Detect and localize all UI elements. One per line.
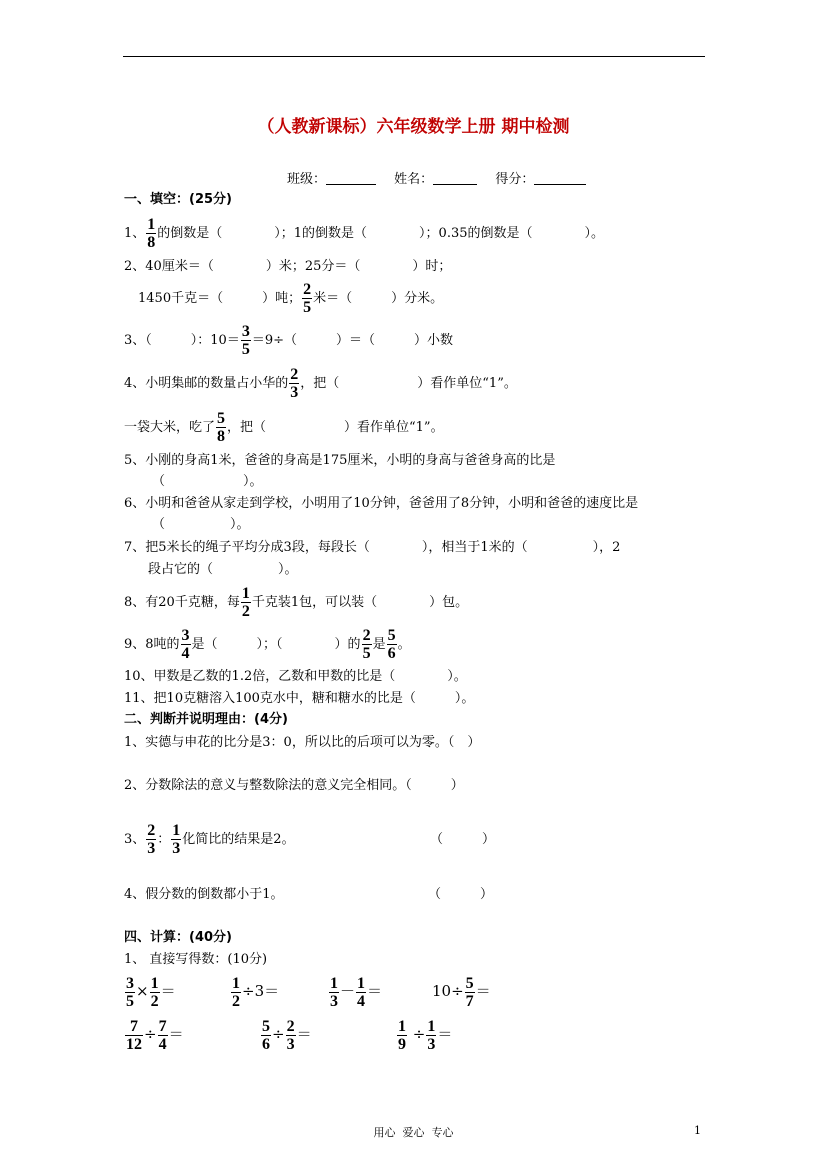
q-text: ＝9÷（ ）＝（ ）小数 (251, 333, 453, 348)
student-info-row (287, 170, 586, 189)
fraction (329, 975, 339, 1010)
numerator: 5 (465, 975, 474, 992)
numerator: 2 (362, 627, 371, 644)
numerator: 5 (262, 1018, 270, 1035)
denominator: 2 (241, 603, 250, 620)
question-1-4a (124, 366, 517, 401)
question-2-3 (124, 822, 295, 857)
question-1-5a: 5、小刚的身高1米，爸爸的身高是175厘米，小明的身高与爸爸身高的比是 (124, 453, 556, 468)
numerator: 2 (147, 822, 156, 839)
fraction (465, 975, 475, 1010)
question-1-11: 11、把10克糖溶入100克水中，糖和糖水的比是（ ）。 (124, 691, 475, 706)
q-text: 是 (372, 637, 386, 652)
q-text: 8、有20千克糖，每 (124, 595, 240, 610)
section-calc-heading: 四、计算：(40分) (124, 930, 232, 945)
denominator: 8 (217, 428, 226, 445)
header-rule (123, 56, 705, 57)
question-1-8 (124, 585, 468, 620)
score-blank (534, 170, 586, 185)
numerator: 1 (427, 1018, 436, 1035)
q-text: ，把（ ）看作单位“1”。 (300, 376, 517, 391)
question-1-7a: 7、把5米长的绳子平均分成3段，每段长（ ），相当于1米的（ ），2 (124, 540, 621, 555)
question-1-6b: （ ）。 (152, 517, 250, 532)
numerator: 1 (330, 975, 338, 992)
fraction (158, 1018, 168, 1053)
q-text: 米＝（ ）分米。 (313, 291, 444, 306)
numerator: 1 (357, 975, 366, 992)
q-text: 3、 (124, 832, 146, 847)
denominator: 5 (303, 299, 312, 316)
question-1-7b: 段占它的（ ）。 (148, 562, 298, 577)
page-footer: 用心 爱心 专心 (373, 1126, 454, 1139)
question-1-5b: （ ）。 (152, 474, 263, 489)
numerator: 7 (158, 1018, 167, 1035)
answer-paren: （ ） (430, 832, 496, 847)
q-text: 是（ ）；（ ）的 (191, 637, 361, 652)
fraction (150, 975, 160, 1010)
equals: ＝ (437, 1025, 453, 1043)
page-title: （人教新课标）六年级数学上册 期中检测 (257, 117, 570, 137)
fraction (302, 281, 312, 316)
numerator: 1 (150, 975, 159, 992)
question-1-9 (124, 627, 411, 662)
section-judge-heading: 二、判断并说明理由：(4分) (124, 712, 288, 727)
equals: ＝ (475, 982, 491, 1000)
denominator: 6 (262, 1036, 270, 1053)
numerator: 5 (217, 410, 226, 427)
denominator: 12 (126, 1036, 142, 1053)
numerator: 1 (398, 1018, 406, 1035)
q-text: 9、8吨的 (124, 637, 180, 652)
fraction (261, 1018, 271, 1053)
denominator: 3 (330, 993, 338, 1010)
q-text: 一袋大米，吃了 (124, 420, 216, 435)
denominator: 5 (362, 645, 371, 662)
name-label: 姓名： (394, 172, 434, 187)
denominator: 8 (147, 234, 156, 251)
calc-expression (124, 1018, 184, 1053)
q-text: 。 (397, 637, 411, 652)
question-1-10: 10、甲数是乙数的1.2倍，乙数和甲数的比是（ ）。 (124, 669, 467, 684)
q-text: 4、小明集邮的数量占小华的 (124, 376, 289, 391)
page-number: 1 (694, 1124, 701, 1137)
denominator: 5 (241, 341, 250, 358)
fraction (397, 1018, 407, 1053)
operator: ÷ (408, 1025, 426, 1043)
denominator: 3 (286, 1036, 295, 1053)
question-1-2b (138, 281, 443, 316)
q-text: ，把（ ）看作单位“1”。 (227, 420, 444, 435)
calc-sub-heading: 1、 直接写得数：(10分) (124, 952, 268, 967)
q-text: 化简比的结果是2。 (182, 832, 295, 847)
fraction (231, 975, 241, 1010)
q-text: 1、 (124, 226, 146, 241)
operator: ÷ (272, 1025, 285, 1043)
denominator: 6 (387, 645, 396, 662)
equals: ＝ (168, 1025, 184, 1043)
denominator: 4 (357, 993, 366, 1010)
fraction (356, 975, 366, 1010)
calc-expression (396, 1018, 452, 1053)
question-1-3 (124, 323, 453, 358)
question-2-2: 2、分数除法的意义与整数除法的意义完全相同。（ ） (124, 778, 464, 793)
fraction (146, 822, 156, 857)
class-blank (326, 170, 376, 185)
question-2-4: 4、假分数的倒数都小于1。 (124, 887, 284, 902)
fraction (286, 1018, 296, 1053)
calc-expression (124, 975, 176, 1010)
numerator: 5 (387, 627, 396, 644)
operator: ÷3＝ (242, 982, 280, 1000)
fraction (362, 627, 372, 662)
denominator: 9 (398, 1036, 406, 1053)
numerator: 1 (172, 822, 181, 839)
numerator: 3 (241, 323, 250, 340)
denominator: 3 (427, 1036, 436, 1053)
class-label: 班级： (287, 172, 327, 187)
name-blank (433, 170, 477, 185)
calc-expression (432, 975, 491, 1010)
question-1-4b (124, 410, 444, 445)
fraction (171, 822, 181, 857)
equals: ＝ (160, 982, 176, 1000)
equals: ＝ (367, 982, 383, 1000)
question-1-1 (124, 216, 604, 251)
numerator: 3 (126, 975, 134, 992)
calc-expression (328, 975, 382, 1010)
fraction (241, 323, 251, 358)
numerator: 2 (303, 281, 312, 298)
operator: ÷ (144, 1025, 157, 1043)
fraction (146, 216, 156, 251)
q-text: 1450千克＝（ ）吨； (138, 291, 302, 306)
operator: － (340, 982, 356, 1000)
numerator: 2 (286, 1018, 295, 1035)
denominator: 3 (290, 384, 299, 401)
fraction (241, 585, 251, 620)
fraction (216, 410, 226, 445)
denominator: 2 (150, 993, 159, 1010)
q-text: 的倒数是（ ）；1的倒数是（ ）；0.35的倒数是（ ）。 (157, 226, 604, 241)
numerator: 1 (241, 585, 250, 602)
q-text: 千克装1包，可以装（ ）包。 (251, 595, 469, 610)
operator: × (136, 982, 149, 1000)
numerator: 3 (181, 627, 190, 644)
fraction (125, 975, 135, 1010)
denominator: 3 (172, 840, 181, 857)
denominator: 7 (465, 993, 474, 1010)
denominator: 4 (181, 645, 190, 662)
fraction (289, 366, 299, 401)
fraction (387, 627, 397, 662)
numerator: 1 (147, 216, 156, 233)
q-text: 3、（ ）：10＝ (124, 333, 240, 348)
calc-expression (260, 1018, 312, 1053)
numerator: 2 (290, 366, 299, 383)
denominator: 5 (126, 993, 134, 1010)
numerator: 1 (232, 975, 240, 992)
fraction (181, 627, 191, 662)
question-1-6a: 6、小明和爸爸从家走到学校，小明用了10分钟，爸爸用了8分钟，小明和爸爸的速度比是 (124, 496, 639, 511)
ratio-colon: ： (157, 832, 171, 847)
numerator: 7 (125, 1018, 143, 1036)
question-1-2a: 2、40厘米＝（ ）米；25分＝（ ）时； (124, 259, 452, 274)
operator: 10÷ (432, 982, 464, 1000)
denominator: 2 (232, 993, 240, 1010)
calc-expression (230, 975, 279, 1010)
section-fill-blank-heading: 一、填空：(25分) (124, 192, 232, 207)
equals: ＝ (296, 1025, 312, 1043)
fraction (426, 1018, 436, 1053)
denominator: 4 (158, 1036, 167, 1053)
score-label: 得分： (495, 172, 535, 187)
fraction (125, 1018, 143, 1053)
question-2-1: 1、实德与申花的比分是3：0，所以比的后项可以为零。（ ） (124, 735, 481, 750)
denominator: 3 (147, 840, 156, 857)
answer-paren: （ ） (428, 887, 494, 902)
